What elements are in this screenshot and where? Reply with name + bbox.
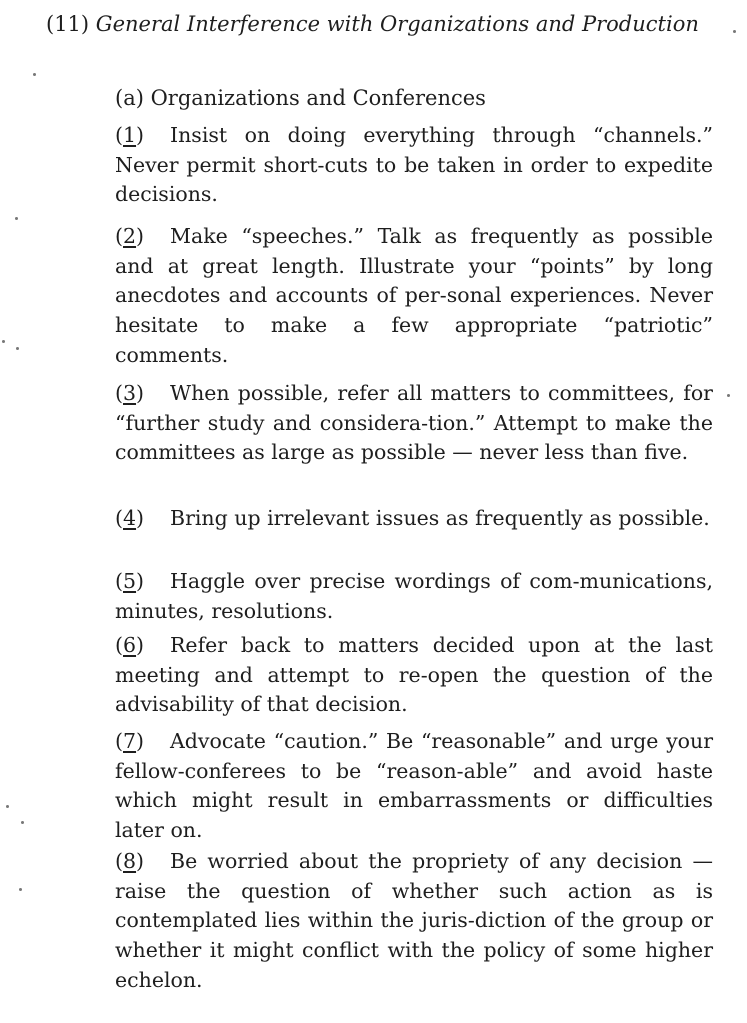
scan-speck [733, 30, 736, 33]
scan-speck [21, 821, 24, 824]
item-marker: (2) [115, 224, 145, 248]
scan-speck [2, 340, 5, 343]
subsection-heading: (a) Organizations and Conferences [115, 86, 486, 110]
item-number: 4 [123, 506, 137, 530]
item-number: 3 [123, 381, 137, 405]
scan-speck [727, 394, 730, 397]
list-item [115, 631, 713, 720]
item-marker: (4) [115, 506, 145, 530]
item-marker: (5) [115, 569, 145, 593]
item-text: When possible, refer all matters to committees, for “further study and considera-tion.” Attempt to make the committees as large as possible — never less than five. [115, 381, 713, 465]
section-heading [22, 9, 712, 39]
list-item [115, 121, 713, 210]
list-item [115, 727, 713, 846]
item-marker: (8) [115, 849, 145, 873]
item-marker: (7) [115, 729, 145, 753]
item-marker: (1) [115, 123, 145, 147]
item-text: Make “speeches.” Talk as frequently as possible and at great length. Illustrate your “points” by long anecdotes and accounts of per-sonal experiences. Never hesitate to make a few appropriate “patriotic” comments. [115, 224, 713, 367]
item-marker: (3) [115, 381, 145, 405]
list-item [115, 504, 713, 534]
item-number: 1 [123, 123, 137, 147]
scan-speck [19, 888, 22, 891]
scan-speck [6, 805, 9, 808]
scan-speck [16, 347, 19, 350]
list-item [115, 847, 713, 996]
scan-speck [33, 73, 36, 76]
item-text: Bring up irrelevant issues as frequently as possible. [170, 506, 710, 530]
item-text: Haggle over precise wordings of com-munications, minutes, resolutions. [115, 569, 713, 623]
section-number: (11) [46, 12, 90, 36]
item-number: 7 [123, 729, 137, 753]
item-text: Be worried about the propriety of any decision — raise the question of whether such action as is contemplated lies within the juris-diction of the group or whether it might conflict with the policy of some higher echelon. [115, 849, 713, 992]
item-number: 2 [123, 224, 137, 248]
list-item [115, 222, 713, 371]
scan-speck [15, 217, 18, 220]
list-item [115, 567, 713, 626]
item-text: Advocate “caution.” Be “reasonable” and urge your fellow-conferees to be “reason-able” and avoid haste which might result in embarrassments or difficulties later on. [115, 729, 713, 843]
list-item [115, 379, 713, 468]
item-number: 6 [123, 633, 137, 657]
item-marker: (6) [115, 633, 145, 657]
item-number: 8 [123, 849, 137, 873]
item-number: 5 [123, 569, 137, 593]
item-text: Insist on doing everything through “channels.” Never permit short-cuts to be taken in order to expedite decisions. [115, 123, 713, 207]
section-title: General Interference with Organizations and Production [95, 12, 699, 36]
item-text: Refer back to matters decided upon at the last meeting and attempt to re-open the question of the advisability of that decision. [115, 633, 713, 717]
